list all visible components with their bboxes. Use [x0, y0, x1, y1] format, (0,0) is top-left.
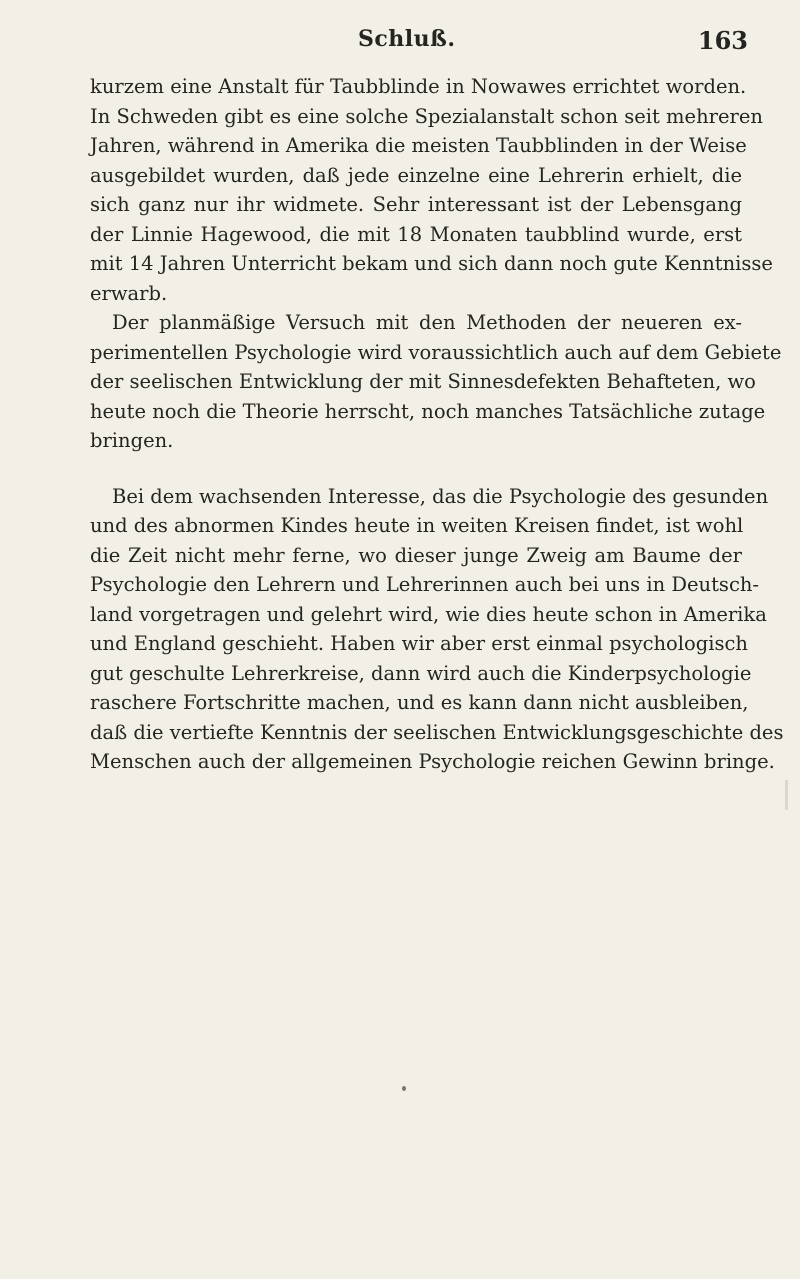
text-line: perimentellen Psychologie wird voraussichtlich auch auf dem Gebiete	[90, 340, 782, 364]
text-line: und England geschieht. Haben wir aber erst einmal psychologisch	[90, 632, 748, 655]
running-head	[0, 26, 800, 62]
paragraph	[90, 72, 773, 308]
text-line: Bei dem wachsenden Interesse, das die Psychologie des gesunden	[112, 484, 769, 508]
text-line: die Zeit nicht mehr ferne, wo dieser junge Zweig am Baume der	[90, 543, 742, 567]
paragraph	[90, 482, 784, 777]
text-line: Jahren, während in Amerika die meisten Taubblinden in der Weise	[90, 134, 747, 157]
text-line: Psychologie den Lehrern und Lehrerinnen auch bei uns in Deutsch-	[90, 573, 760, 596]
text-line: raschere Fortschritte machen, und es kann dann nicht ausbleiben,	[90, 691, 749, 714]
text-line: In Schweden gibt es eine solche Spezialanstalt schon seit mehreren	[90, 104, 763, 128]
text-line: erwarb.	[90, 281, 168, 305]
text-line: bringen.	[90, 429, 174, 452]
body-text	[90, 72, 784, 777]
text-line: mit 14 Jahren Unterricht bekam und sich dann noch gute Kenntnisse	[90, 252, 773, 275]
text-line: kurzem eine Anstalt für Taubblinde in Nowawes errichtet worden.	[90, 75, 747, 98]
text-line: sich ganz nur ihr widmete. Sehr interessant ist der Lebensgang	[90, 193, 742, 216]
text-line: heute noch die Theorie herrscht, noch manches Tatsächliche zutage	[90, 399, 766, 423]
text-line: Menschen auch der allgemeinen Psychologie reichen Gewinn bringe.	[90, 750, 775, 773]
text-line: Der planmäßige Versuch mit den Methoden der neueren ex-	[112, 311, 742, 334]
text-line: ausgebildet wurden, daß jede einzelne eine Lehrerin erhielt, die	[90, 163, 742, 187]
paper-mark	[785, 780, 788, 810]
text-line: und des abnormen Kindes heute in weiten Kreisen findet, ist wohl	[90, 514, 744, 537]
page-number: 163	[697, 26, 748, 55]
ink-speck	[402, 1086, 406, 1091]
text-line: gut geschulte Lehrerkreise, dann wird auch die Kinderpsychologie	[90, 661, 752, 685]
paragraph-gap	[90, 456, 742, 482]
text-line: der seelischen Entwicklung der mit Sinnesdefekten Behafteten, wo	[90, 370, 756, 393]
section-title: Schluß.	[358, 26, 456, 52]
text-line: der Linnie Hagewood, die mit 18 Monaten taubblind wurde, erst	[90, 222, 742, 246]
paragraph	[90, 308, 782, 456]
text-line: land vorgetragen und gelehrt wird, wie dies heute schon in Amerika	[90, 602, 767, 626]
text-line: daß die vertiefte Kenntnis der seelischen Entwicklungsgeschichte des	[90, 720, 784, 744]
